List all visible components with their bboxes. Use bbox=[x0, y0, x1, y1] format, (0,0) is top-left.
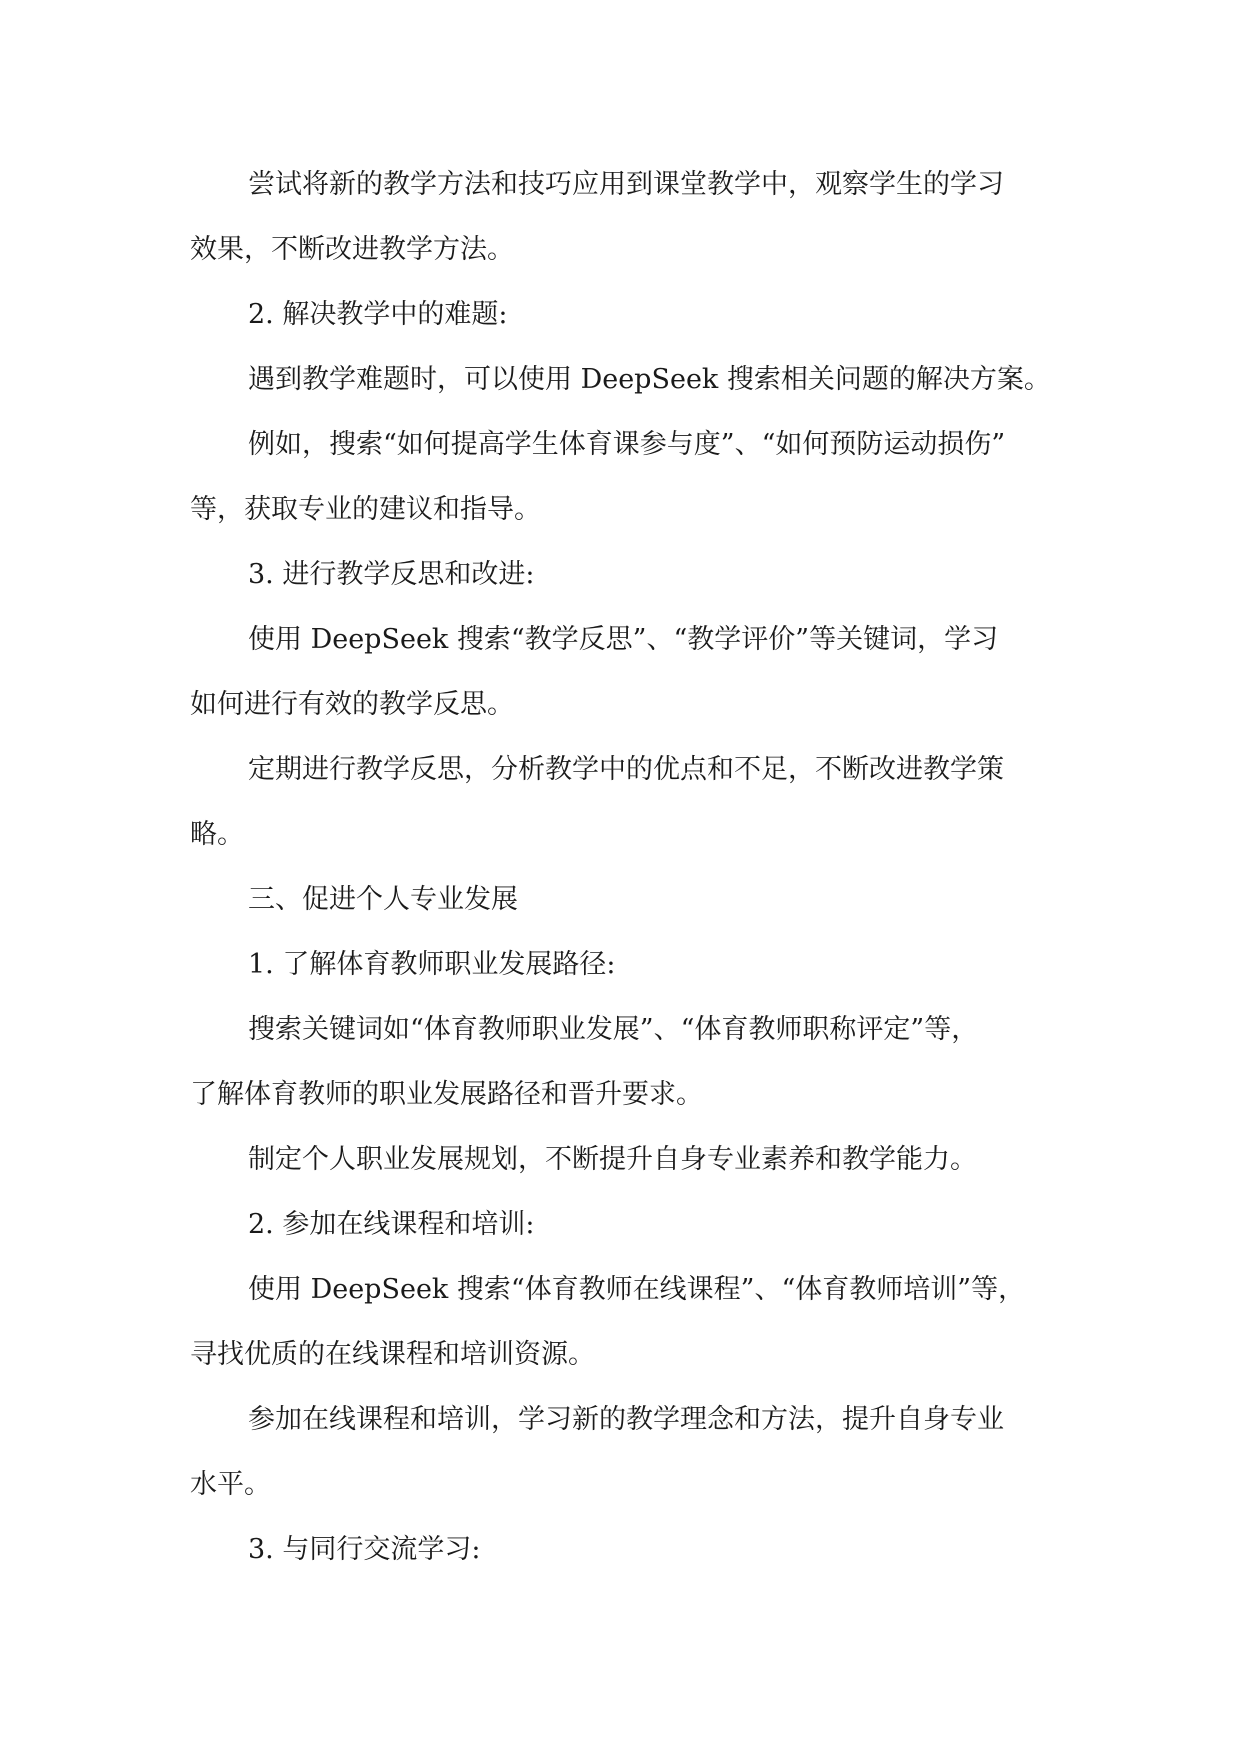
text-line: 略。 bbox=[190, 819, 244, 850]
section-heading: 2. 解决教学中的难题: bbox=[248, 299, 508, 330]
text-line: 使用 DeepSeek 搜索“体育教师在线课程”、“体育教师培训”等， bbox=[248, 1274, 1026, 1305]
text-line: 遇到教学难题时，可以使用 DeepSeek 搜索相关问题的解决方案。 bbox=[248, 364, 1051, 395]
section-heading: 3. 进行教学反思和改进: bbox=[248, 559, 535, 590]
text-line: 了解体育教师的职业发展路径和晋升要求。 bbox=[190, 1079, 703, 1110]
section-heading: 1. 了解体育教师职业发展路径: bbox=[248, 949, 616, 980]
text-line: 搜索关键词如“体育教师职业发展”、“体育教师职称评定”等， bbox=[248, 1014, 979, 1045]
text-line: 水平。 bbox=[190, 1469, 271, 1500]
text-line: 效果，不断改进教学方法。 bbox=[190, 234, 514, 265]
text-line: 使用 DeepSeek 搜索“教学反思”、“教学评价”等关键词，学习 bbox=[248, 624, 999, 655]
text-line: 定期进行教学反思，分析教学中的优点和不足，不断改进教学策 bbox=[248, 754, 1004, 785]
text-line: 尝试将新的教学方法和技巧应用到课堂教学中，观察学生的学习 bbox=[248, 169, 1004, 200]
section-heading: 2. 参加在线课程和培训: bbox=[248, 1209, 535, 1240]
text-line: 寻找优质的在线课程和培训资源。 bbox=[190, 1339, 595, 1370]
chapter-heading: 三、促进个人专业发展 bbox=[248, 884, 518, 915]
text-line: 等，获取专业的建议和指导。 bbox=[190, 494, 541, 525]
document-body bbox=[190, 152, 1052, 1582]
text-line: 例如，搜索“如何提高学生体育课参与度”、“如何预防运动损伤” bbox=[248, 429, 1006, 460]
text-line: 如何进行有效的教学反思。 bbox=[190, 689, 514, 720]
section-heading: 3. 与同行交流学习: bbox=[248, 1534, 481, 1565]
text-line: 制定个人职业发展规划，不断提升自身专业素养和教学能力。 bbox=[248, 1144, 977, 1175]
text-line: 参加在线课程和培训，学习新的教学理念和方法，提升自身专业 bbox=[248, 1404, 1004, 1435]
